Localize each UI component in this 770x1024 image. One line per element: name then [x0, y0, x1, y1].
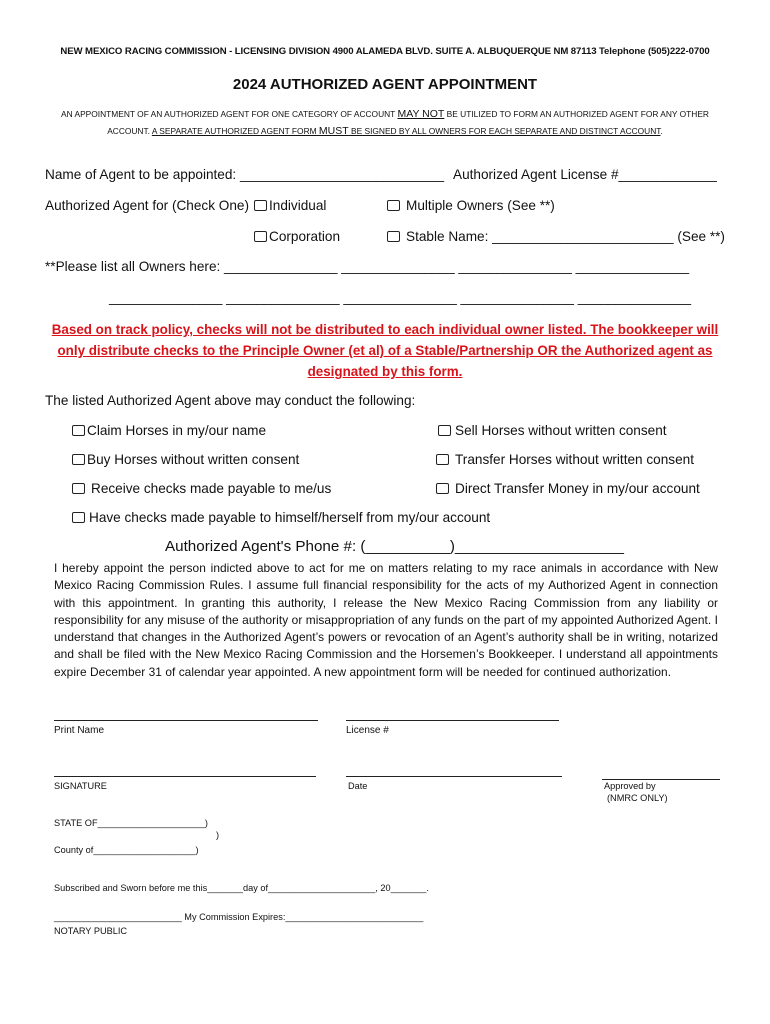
agent-phone-field[interactable]: Authorized Agent's Phone #: (__________)____________________	[165, 538, 624, 555]
notice-emphasis-must: MUST	[318, 125, 349, 137]
subscribed-sworn-field[interactable]: Subscribed and Sworn before me this_______day of_____________________, 20_______.	[54, 883, 429, 893]
notice-text: ACCOUNT.	[107, 126, 152, 136]
claim-horses-option[interactable]	[72, 423, 266, 438]
transfer-horses-option[interactable]	[436, 452, 694, 467]
notice-line-1	[40, 106, 730, 123]
county-of-field[interactable]: County of____________________)	[54, 845, 199, 855]
buy-horses-checkbox[interactable]	[72, 454, 85, 465]
nmrc-only-label: (NMRC ONLY)	[607, 793, 668, 803]
individual-checkbox[interactable]	[254, 200, 267, 211]
sell-horses-checkbox[interactable]	[438, 425, 451, 436]
signature-line[interactable]	[54, 776, 316, 777]
notice-line-2	[40, 123, 730, 140]
stable-name-field[interactable]: Stable Name: ________________________ (See **)	[406, 229, 725, 244]
multiple-owners-label: Multiple Owners (See **)	[406, 198, 555, 213]
have-checks-checkbox[interactable]	[72, 512, 85, 523]
authorization-statement: I hereby appoint the person indicted above to act for me on matters relating to my race animals in accordance with New Mexico Racing Commission Rules. I assume full financial responsibility for the acts of my Authorized Agent in connection with this appointment. In granting this authority, I release the New Mexico Racing Commission from any liability or responsibility for any misuse of the authority or misappropriation of any funds on the part of my appointed Authorized Agent. I understand that changes in the Authorized Agent’s powers or revocation of an Agent’s authority shall be in writing, notarized and shall be filed with the New Mexico Racing Commission and the Horsemen’s Bookkeeper. I understand all appointments expire December 31 of calendar year appointed. A new appointment form will be needed for continued authorization.	[54, 561, 718, 679]
direct-transfer-checkbox[interactable]	[436, 483, 449, 494]
sell-horses-label: Sell Horses without written consent	[455, 423, 667, 438]
powers-intro: The listed Authorized Agent above may conduct the following:	[45, 393, 416, 408]
individual-label: Individual	[269, 198, 327, 213]
notary-public-label: NOTARY PUBLIC	[54, 926, 128, 936]
have-checks-label: Have checks made payable to himself/herself from my/our account	[89, 510, 491, 525]
transfer-horses-label: Transfer Horses without written consent	[455, 452, 694, 467]
owners-list-field[interactable]: **Please list all Owners here: _______________ _______________ _______________ _______________	[45, 259, 690, 274]
receive-checks-label: Receive checks made payable to me/us	[91, 481, 332, 496]
corporation-label: Corporation	[269, 229, 341, 244]
claim-horses-checkbox[interactable]	[72, 425, 85, 436]
date-label: Date	[348, 781, 368, 791]
multiple-owners-checkbox[interactable]	[387, 200, 400, 211]
license-line[interactable]	[346, 720, 559, 721]
notice-text: .	[660, 126, 663, 136]
approved-by-line[interactable]	[602, 779, 720, 780]
notice-underlined: BE SIGNED BY ALL OWNERS FOR EACH SEPARATE AND DISTINCT ACCOUNT	[348, 126, 661, 136]
corporation-option[interactable]	[254, 229, 340, 244]
claim-horses-label: Claim Horses in my/our name	[87, 423, 267, 438]
stable-name-option[interactable]	[387, 229, 725, 244]
state-paren: )	[216, 830, 220, 840]
approved-by-label: Approved by	[604, 781, 656, 791]
form-title: 2024 AUTHORIZED AGENT APPOINTMENT	[232, 76, 538, 93]
sell-horses-option[interactable]	[438, 423, 667, 438]
signature-label: SIGNATURE	[54, 781, 107, 791]
notice-underlined: A SEPARATE AUTHORIZED AGENT FORM	[151, 126, 319, 136]
receive-checks-checkbox[interactable]	[72, 483, 85, 494]
commission-expires-field[interactable]: _________________________ My Commission Expires:___________________________	[54, 912, 424, 922]
multiple-owners-option[interactable]	[387, 198, 555, 213]
notice-text: AN APPOINTMENT OF AN AUTHORIZED AGENT FOR ONE CATEGORY OF ACCOUNT	[61, 109, 398, 119]
check-distribution-policy: Based on track policy, checks will not be distributed to each individual owner listed. The bookkeeper will only distribute checks to the Principle Owner (et al) of a Stable/Partnership OR the Authorized agent as designated by this form.	[51, 322, 719, 379]
receive-checks-option[interactable]	[72, 481, 331, 496]
buy-horses-option[interactable]	[72, 452, 299, 467]
license-label: License #	[346, 725, 389, 736]
state-of-field[interactable]: STATE OF_____________________)	[54, 818, 208, 828]
date-line[interactable]	[346, 776, 562, 777]
owners-list-field-2[interactable]: _______________ _______________ _______________ _______________ _______________	[109, 290, 692, 305]
agent-for-label: Authorized Agent for (Check One)	[45, 198, 250, 213]
notice-emphasis-may-not: MAY NOT	[397, 108, 445, 120]
agent-license-field[interactable]: Authorized Agent License #_____________	[453, 167, 717, 182]
notice-text: BE UTILIZED TO FORM AN AUTHORIZED AGENT FOR ANY OTHER	[444, 109, 709, 119]
buy-horses-label: Buy Horses without written consent	[87, 452, 300, 467]
individual-option[interactable]	[254, 198, 326, 213]
direct-transfer-label: Direct Transfer Money in my/our account	[455, 481, 700, 496]
stable-name-checkbox[interactable]	[387, 231, 400, 242]
have-checks-option[interactable]	[72, 510, 490, 525]
corporation-checkbox[interactable]	[254, 231, 267, 242]
print-name-line[interactable]	[54, 720, 318, 721]
agency-header: NEW MEXICO RACING COMMISSION - LICENSING DIVISION 4900 ALAMEDA BLVD. SUITE A. ALBUQUERQUE NM 87113 Telephone (505)222-0700	[60, 46, 710, 57]
agent-name-field[interactable]: Name of Agent to be appointed: ___________________________	[45, 167, 445, 182]
print-name-label: Print Name	[54, 725, 105, 736]
direct-transfer-option[interactable]	[436, 481, 700, 496]
transfer-horses-checkbox[interactable]	[436, 454, 449, 465]
